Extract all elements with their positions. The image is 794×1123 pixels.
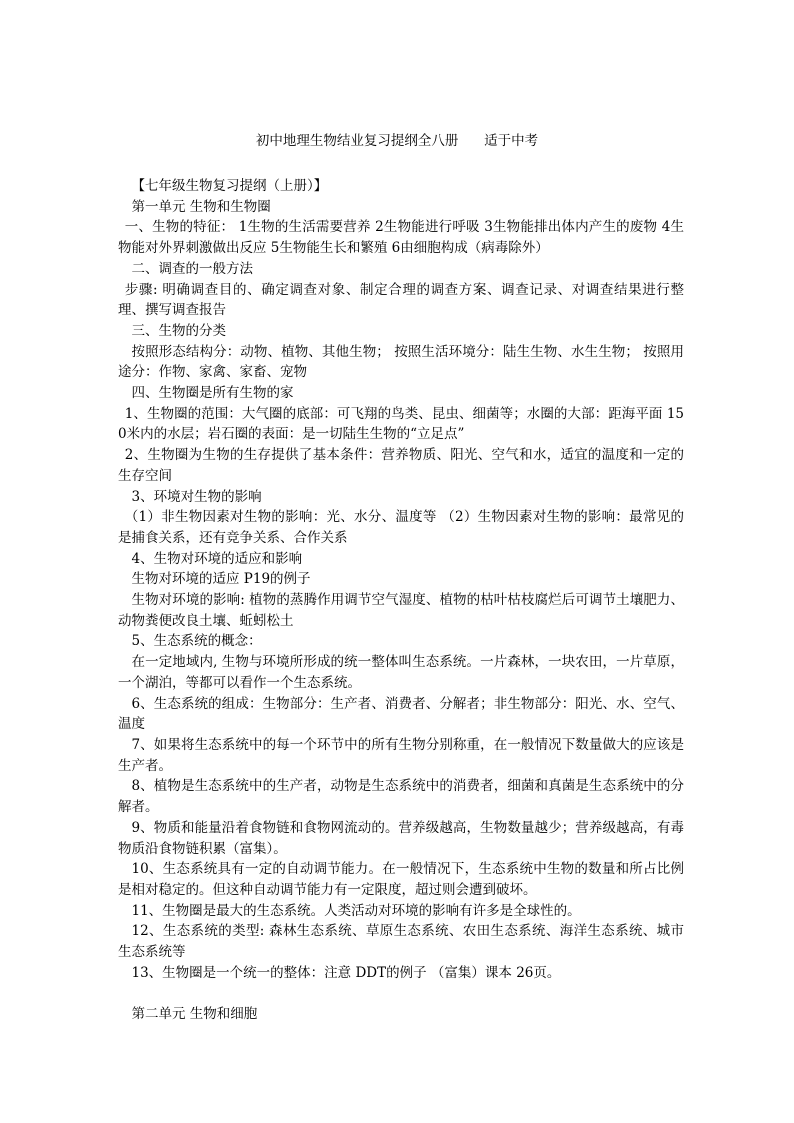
paragraph: 步骤: 明确调查目的、确定调查对象、制定合理的调查方案、调查记录、对调查结果进行整理、撰写调查报告 (118, 281, 684, 319)
paragraph: 8、植物是生态系统中的生产者，动物是生态系统中的消费者，细菌和真菌是生态系统中的分解者。 (118, 778, 684, 816)
paragraph: 生物对环境的适应 P19的例子 (131, 571, 311, 588)
paragraph: （1）非生物因素对生物的影响：光、水分、温度等 （2）生物因素对生物的影响：最常见的是捕食关系，还有竞争关系、合作关系 (118, 509, 684, 546)
paragraph: 7、如果将生态系统中的每一个环节中的所有生物分别称重，在一般情况下数量做大的应该是生产者。 (118, 736, 684, 774)
subheading: 三、生物的分类 (131, 322, 226, 339)
paragraph: 在一定地域内, 生物与环境所形成的统一整体叫生态系统。一片森林，一块农田，一片草原，一个湖泊，等都可以看作一个生态系统。 (118, 654, 684, 691)
paragraph: 13、生物圈是一个统一的整体：注意 DDT的例子 （富集）课本 26页。 (131, 964, 561, 981)
subheading: 4、生物对环境的适应和影响 (131, 550, 303, 567)
paragraph: 按照形态结构分：动物、植物、其他生物； 按照生活环境分：陆生生物、水生生物； 按照用途分：作物、家禽、家畜、宠物 (118, 343, 684, 381)
paragraph: 10、生态系统具有一定的自动调节能力。在一般情况下，生态系统中生物的数量和所占比例是相对稳定的。但这种自动调节能力有一定限度，超过则会遭到破坏。 (118, 861, 684, 898)
paragraph: 一、生物的特征： 1生物的生活需要营养 2生物能进行呼吸 3生物能排出体内产生的废物 4生物能对外界刺激做出反应 5生物能生长和繁殖 6由细胞构成（病毒除外） (118, 219, 684, 257)
paragraph: 11、生物圈是最大的生态系统。人类活动对环境的影响有许多是全球性的。 (131, 902, 581, 919)
blank-line (118, 983, 684, 1004)
subheading: 四、生物圈是所有生物的家 (131, 385, 294, 402)
paragraph: 9、物质和能量沿着食物链和食物网流动的。营养级越高，生物数量越少；营养级越高，有毒物质沿食物链积累（富集）。 (118, 819, 684, 857)
subheading: 5、生态系统的概念： (131, 633, 262, 650)
subheading: 二、调查的一般方法 (131, 260, 253, 277)
section-heading: 【七年级生物复习提纲（上册）】 (131, 178, 328, 194)
subheading: 3、环境对生物的影响 (131, 488, 262, 505)
paragraph: 1、生物圈的范围：大气圈的底部：可飞翔的鸟类、昆虫、细菌等；水圈的大部：距海平面 150米内的水层；岩石圈的表面：是一切陆生生物的“立足点” (118, 405, 684, 443)
unit-heading: 第二单元 生物和细胞 (131, 1006, 258, 1023)
document-body (118, 176, 684, 1025)
paragraph: 2、生物圈为生物的生存提供了基本条件：营养物质、阳光、空气和水，适宜的温度和一定的生存空间 (118, 447, 684, 484)
paragraph: 12、生态系统的类型: 森林生态系统、草原生态系统、农田生态系统、海洋生态系统、城市生态系统等 (118, 923, 684, 961)
document-title: 初中地理生物结业复习提纲全八册 适于中考 (255, 133, 539, 149)
unit-heading: 第一单元 生物和生物圈 (131, 198, 271, 215)
paragraph: 生物对环境的影响: 植物的蒸腾作用调节空气湿度、植物的枯叶枯枝腐烂后可调节土壤肥力、动物粪便改良土壤、蚯蚓松土 (118, 592, 684, 629)
paragraph: 6、生态系统的组成：生物部分：生产者、消费者、分解者；非生物部分：阳光、水、空气、温度 (118, 695, 684, 733)
